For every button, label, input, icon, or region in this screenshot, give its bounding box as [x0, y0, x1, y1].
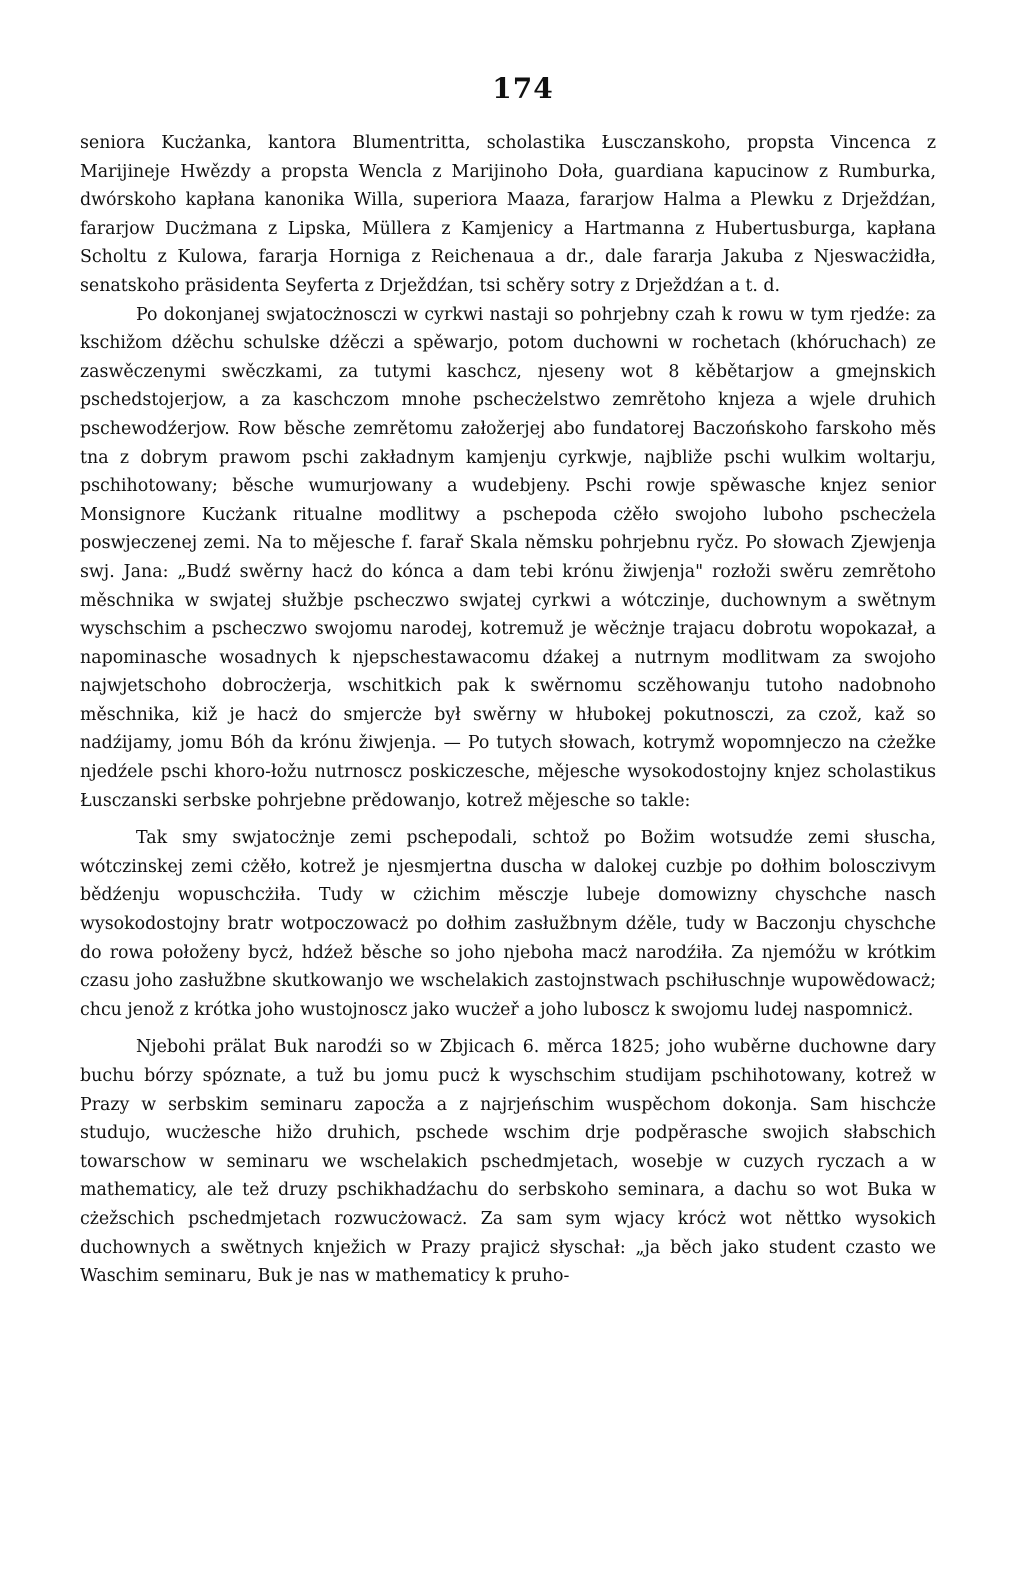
document-page [80, 72, 936, 1291]
paragraph-4: Njebohi prälat Buk narodźi so w Zbjicach 6. měrca 1825; joho wuběrne duchowne dary buchu bórzy spóznate, a tuž bu jomu pucż k wyschschim studijam pschihotowany, kotrež w Prazy w serbskim seminaru zapocža a z najrjeńschim wuspěchom dokonja. Sam hischcże studujo, wucżesche hižo druhich, pschede wschim drje podpěrasche swojich słabschich towarschow w seminaru we wschelakich pschedmjetach, wosebje w cuzych ryczach a w mathematicy, ale tež druzy pschikhadźachu do serbskoho seminara, a dachu so wot Buka w cżežschich pschedmjetach rozwucżowacż. Za sam sym wjacy krócż wot něttko wysokich duchownych a swětnych knježich w Prazy prajicż słyschał: „ja běch jako student czasto we Waschim seminaru, Buk je nas w mathematicy k pruho- [80, 1037, 936, 1287]
paragraph-1: seniora Kucżanka, kantora Blumentritta, scholastika Łusczanskoho, propsta Vincenca z Marijineje Hwězdy a propsta Wencla z Marijinoho Doła, guardiana kapucinow z Rumburka, dwórskoho kapłana kanonika Willa, superiora Maaza, fararjow Halma a Plewku z Drježdźan, fararjow Ducżmana z Lipska, Müllera z Kamjenicy a Hartmanna z Hubertusburga, kapłana Scholtu z Kulowa, fararja Horniga z Reichenaua a dr., dale fararja Jakuba z Njeswacżidła, senatskoho präsidenta Seyferta z Drježdźan, tsi schěry sotry z Drježdźan a t. d. [80, 133, 936, 296]
paragraph-2: Po dokonjanej swjatocżnosczi w cyrkwi nastaji so pohrjebny czah k rowu w tym rjedźe: za kschižom dźěchu schulske dźěczi a spěwarjo, potom duchowni w rochetach (khóruchach) ze zaswěczenymi swěczkami, za tutymi kaschcz, njeseny wot 8 kěbětarjow a gmejnskich pschedstojerjow, a za kaschczom mnohe pschecżelstwo zemrětoho knjeza a wjele druhich pschewodźerjow. Row běsche zemrětomu załožerjej abo fundatorej Baczońskoho farskoho měs tna z dobrym prawom pschi zakładnym kamjenju cyrkwje, najbliže pschi wulkim woltarju, pschihotowany; běsche wumurjowany a wudebjeny. Pschi rowje spěwasche knjez senior Monsignore Kucżank ritualne modlitwy a pschepoda cżěło swojoho luboho pschecżela poswjeczenej zemi. Na to mějesche f. farař Skala němsku pohrjebnu ryčz. Po słowach Zjewjenja swj. Jana: „Budź swěrny hacż do kónca a dam tebi krónu žiwjenja" rozłoži swěru zemrětoho měschnika w swjatej słužbje pscheczwo swjatej cyrkwi a wótczinje, duchownym a swětnym wyschschim a pscheczwo swojomu narodej, kotremuž je wěcżnje trajacu dobrotu wopokazał, a napominasche wosadnych k njepschestawacomu dźakej a nutrnym modlitwam za swojoho najwjetschoho dobrocżerja, wschitkich pak k swěrnomu sczěhowanju tutoho nadobnoho měschnika, kiž je hacż do smjercże był swěrny w hłubokej pokutnosczi, za czož, kaž so nadźijamy, jomu Bóh da krónu žiwjenja. — Po tutych słowach, kotrymž wopomnjeczo na cżežke njedźele pschi khoro-łožu nutrnoscz poskiczesche, mějesche wysokodostojny knjez scholastikus Łusczanski serbske pohrjebne prědowanjo, kotrež mějesche so takle: [80, 304, 936, 811]
paragraph-3: Tak smy swjatocżnje zemi pschepodali, schtož po Božim wotsudźe zemi słuscha, wótczinskej zemi cżěło, kotrež je njesmjertna duscha w dalokej cuzbje po dołhim bolosczivym bědźenju wopuschcżiła. Tudy w cżichim měsczje lubeje domowizny chyschche nasch wysokodostojny bratr wotpoczowacż po dołhim zasłužbnym dźěle, tudy w Baczonju chyschche do rowa połoženy bycż, hdźež běsche so joho njeboha macż narodźiła. Za njemóžu w krótkim czasu joho zasłužbne skutkowanjo we wschelakich zastojnstwach pschiłuschnje wupowědowacż; chcu jenož z krótka joho wustojnoscz jako wucżeř a joho luboscz k swojomu ludej naspomnicż. [80, 828, 936, 1020]
page-number: 174 [492, 72, 554, 105]
